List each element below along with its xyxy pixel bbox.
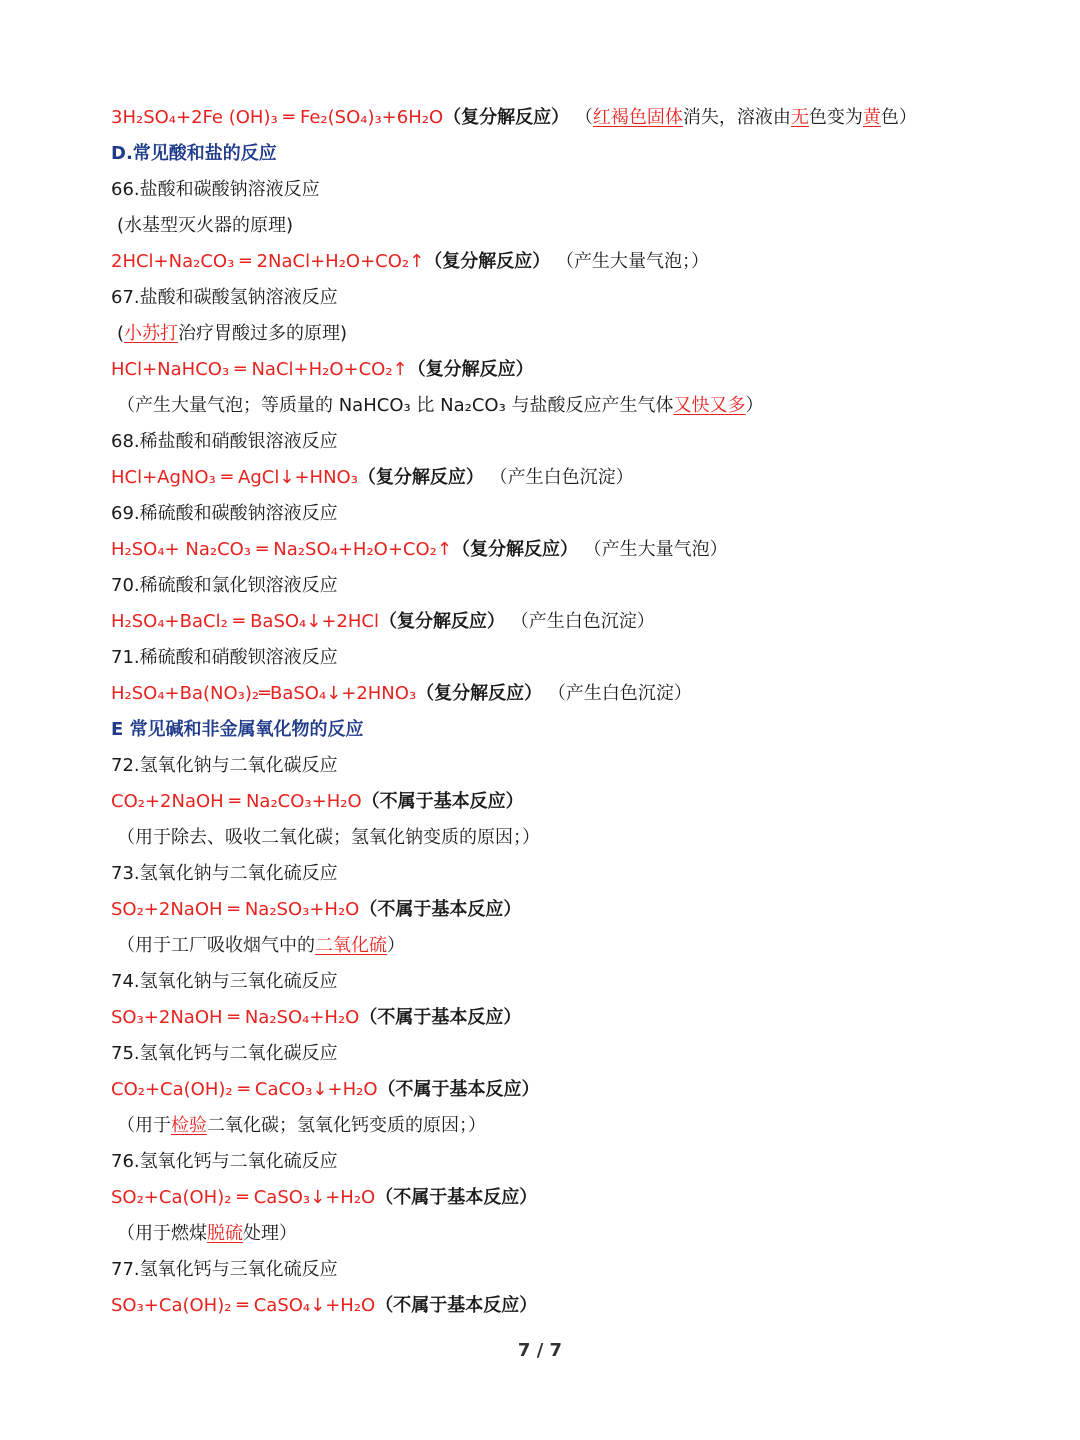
reaction-note bbox=[111, 820, 1051, 856]
chemical-equation: 2HCl+Na₂CO₃ ═ 2NaCl+H₂O+CO₂↑ bbox=[111, 251, 425, 272]
reaction-type-label: （复分解反应） bbox=[407, 359, 534, 380]
reaction-note bbox=[111, 1216, 1051, 1252]
line-text: 77.氢氧化钙与三氧化硫反应 bbox=[111, 1259, 338, 1280]
line-text: 73.氢氧化钠与二氧化硫反应 bbox=[111, 863, 338, 884]
chemical-equation: HCl+NaHCO₃ ═ NaCl+H₂O+CO₂↑ bbox=[111, 359, 408, 380]
highlighted-text: 红褐色固体 bbox=[592, 107, 683, 128]
reaction-note bbox=[111, 928, 1051, 964]
line-text: 70.稀硫酸和氯化钡溶液反应 bbox=[111, 575, 338, 596]
reaction-type-label: （复分解反应） bbox=[357, 467, 484, 488]
line-text: 消失，溶液由 bbox=[682, 107, 791, 128]
equation-line bbox=[111, 532, 1051, 568]
line-text: （用于燃煤 bbox=[117, 1223, 207, 1244]
line-text: ） bbox=[387, 935, 405, 956]
line-text: D.常见酸和盐的反应 bbox=[111, 143, 277, 164]
line-text: （ bbox=[569, 107, 593, 128]
line-text: 66.盐酸和碳酸钠溶液反应 bbox=[111, 179, 320, 200]
line-text: 二氧化碳；氢氧化钙变质的原因；） bbox=[207, 1115, 486, 1136]
reaction-title bbox=[111, 748, 1051, 784]
reaction-type-label: （复分解反应） bbox=[416, 683, 543, 704]
chemical-equation: 3H₂SO₄+2Fe (OH)₃ ═ Fe₂(SO₄)₃+6H₂O bbox=[111, 107, 444, 128]
line-text: 治疗胃酸过多的原理) bbox=[178, 323, 348, 344]
chemical-equation: CO₂+Ca(OH)₂ ═ CaCO₃↓+H₂O bbox=[111, 1079, 378, 1100]
reaction-title bbox=[111, 496, 1051, 532]
equation-line bbox=[111, 352, 1051, 388]
chemical-equation: SO₂+2NaOH ═ Na₂SO₃+H₂O bbox=[111, 899, 360, 920]
reaction-type-label: （不属于基本反应） bbox=[377, 1079, 540, 1100]
chemical-equation: SO₃+2NaOH ═ Na₂SO₄+H₂O bbox=[111, 1007, 360, 1028]
reaction-title bbox=[111, 568, 1051, 604]
line-text: （用于除去、吸收二氧化碳；氢氧化钠变质的原因；） bbox=[117, 827, 540, 848]
line-text: ） bbox=[745, 395, 764, 416]
line-text: 色） bbox=[880, 107, 917, 128]
reaction-note bbox=[111, 388, 1051, 424]
line-text: （产生大量气泡；等质量的 NaHCO₃ 比 Na₂CO₃ 与盐酸反应产生气体 bbox=[117, 395, 674, 416]
equation-line bbox=[111, 100, 1051, 136]
chemical-equation: CO₂+2NaOH ═ Na₂CO₃+H₂O bbox=[111, 791, 362, 812]
reaction-title bbox=[111, 1144, 1051, 1180]
chemical-equation: H₂SO₄+Ba(NO₃)₂═BaSO₄↓+2HNO₃ bbox=[111, 683, 417, 704]
equation-line bbox=[111, 676, 1051, 712]
section-heading bbox=[111, 712, 1051, 748]
line-text: （产生大量气泡） bbox=[577, 539, 728, 560]
reaction-type-label: （不属于基本反应） bbox=[375, 1187, 538, 1208]
reaction-title bbox=[111, 640, 1051, 676]
line-text: （用于 bbox=[117, 1115, 171, 1136]
line-text: 75.氢氧化钙与二氧化碳反应 bbox=[111, 1043, 338, 1064]
chemical-equation: H₂SO₄+BaCl₂ ═ BaSO₄↓+2HCl bbox=[111, 611, 379, 632]
equation-line bbox=[111, 1072, 1051, 1108]
line-text: 67.盐酸和碳酸氢钠溶液反应 bbox=[111, 287, 338, 308]
reaction-title bbox=[111, 172, 1051, 208]
equation-line bbox=[111, 244, 1051, 280]
reaction-type-label: （复分解反应） bbox=[451, 539, 578, 560]
equation-line bbox=[111, 1000, 1051, 1036]
line-text: 71.稀硫酸和硝酸钡溶液反应 bbox=[111, 647, 338, 668]
highlighted-text: 检验 bbox=[171, 1115, 207, 1136]
reaction-title bbox=[111, 424, 1051, 460]
chemical-equation: SO₂+Ca(OH)₂ ═ CaSO₃↓+H₂O bbox=[111, 1187, 376, 1208]
line-text: ( bbox=[117, 323, 125, 344]
chemical-equation: HCl+AgNO₃ ═ AgCl↓+HNO₃ bbox=[111, 467, 358, 488]
line-text: (水基型灭火器的原理) bbox=[117, 215, 294, 236]
reaction-type-label: （不属于基本反应） bbox=[359, 1007, 522, 1028]
line-text: 76.氢氧化钙与二氧化硫反应 bbox=[111, 1151, 338, 1172]
reaction-type-label: （复分解反应） bbox=[443, 107, 570, 128]
reaction-note bbox=[111, 316, 1051, 352]
equation-line bbox=[111, 892, 1051, 928]
chemical-equation: SO₃+Ca(OH)₂ ═ CaSO₄↓+H₂O bbox=[111, 1295, 376, 1316]
line-text: （产生大量气泡；） bbox=[550, 251, 709, 272]
reaction-title bbox=[111, 1036, 1051, 1072]
section-heading bbox=[111, 136, 1051, 172]
equation-line bbox=[111, 784, 1051, 820]
reaction-type-label: （不属于基本反应） bbox=[359, 899, 522, 920]
line-text: E 常见碱和非金属氧化物的反应 bbox=[111, 719, 364, 740]
line-text: 72.氢氧化钠与二氧化碳反应 bbox=[111, 755, 338, 776]
highlighted-text: 黄 bbox=[862, 107, 881, 128]
equation-line bbox=[111, 460, 1051, 496]
reaction-type-label: （复分解反应） bbox=[424, 251, 551, 272]
line-text: （用于工厂吸收烟气中的 bbox=[117, 935, 315, 956]
reaction-title bbox=[111, 280, 1051, 316]
reaction-note bbox=[111, 208, 1051, 244]
reaction-type-label: （复分解反应） bbox=[379, 611, 505, 632]
line-text: 处理） bbox=[243, 1223, 297, 1244]
reaction-title bbox=[111, 1252, 1051, 1288]
reaction-title bbox=[111, 964, 1051, 1000]
equation-line bbox=[111, 1180, 1051, 1216]
line-text: 74.氢氧化钠与三氧化硫反应 bbox=[111, 971, 338, 992]
line-text: 色变为 bbox=[808, 107, 863, 128]
highlighted-text: 小苏打 bbox=[124, 323, 179, 344]
highlighted-text: 二氧化硫 bbox=[315, 935, 387, 956]
reaction-note bbox=[111, 1108, 1051, 1144]
highlighted-text: 脱硫 bbox=[207, 1223, 243, 1244]
line-text: （产生白色沉淀） bbox=[483, 467, 634, 488]
equation-line bbox=[111, 604, 1051, 640]
line-text: （产生白色沉淀） bbox=[542, 683, 692, 704]
reaction-list bbox=[111, 100, 1051, 1324]
reaction-type-label: （不属于基本反应） bbox=[361, 791, 524, 812]
line-text: （产生白色沉淀） bbox=[505, 611, 655, 632]
page-number: 7 / 7 bbox=[517, 1340, 563, 1361]
reaction-type-label: （不属于基本反应） bbox=[375, 1295, 538, 1316]
line-text: 68.稀盐酸和硝酸银溶液反应 bbox=[111, 431, 338, 452]
chemical-equation: H₂SO₄+ Na₂CO₃ ═ Na₂SO₄+H₂O+CO₂↑ bbox=[111, 539, 452, 560]
equation-line bbox=[111, 1288, 1051, 1324]
line-text: 69.稀硫酸和碳酸钠溶液反应 bbox=[111, 503, 338, 524]
highlighted-text: 无 bbox=[790, 107, 809, 128]
highlighted-text: 又快又多 bbox=[673, 395, 746, 416]
reaction-title bbox=[111, 856, 1051, 892]
